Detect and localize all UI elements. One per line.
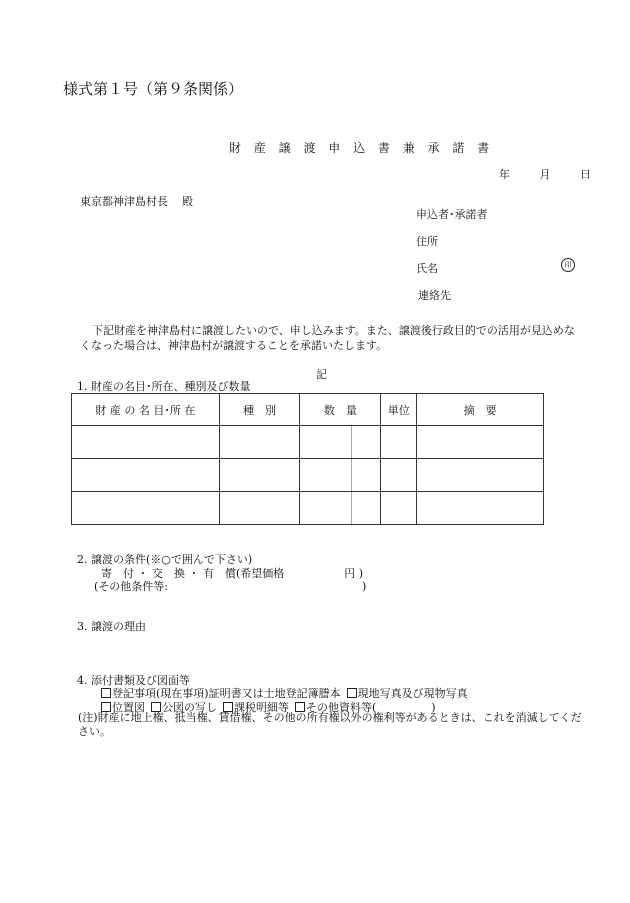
- other-conditions: [94, 578, 366, 594]
- cell-type[interactable]: [219, 426, 300, 459]
- header-property-name: 財 産 の 名 目･所 在: [72, 394, 220, 426]
- cell-property-name[interactable]: [72, 492, 220, 525]
- header-type: 種 別: [219, 394, 300, 426]
- date-year: 年: [499, 168, 510, 181]
- cell-property-name[interactable]: [72, 459, 220, 492]
- table-header-row: [72, 394, 544, 426]
- date-month: 月: [539, 168, 551, 181]
- table-row: [72, 492, 544, 525]
- header-summary: 摘 要: [417, 394, 544, 426]
- footnote: (注)財産に地上権、抵当権、賃借権、その他の所有権以外の権利等があるときは、これを消滅してください。: [78, 711, 582, 738]
- attachment-label: その他資料等( ): [306, 701, 436, 714]
- cell-quantity[interactable]: [300, 426, 381, 459]
- form-number: 様式第１号（第９条関係）: [63, 80, 244, 98]
- header-unit: 単位: [381, 394, 417, 426]
- yen-label: 円 ): [344, 567, 364, 580]
- section3-heading: 3. 譲渡の理由: [77, 620, 146, 633]
- address-label: 住所: [416, 235, 438, 248]
- cell-quantity[interactable]: [300, 459, 381, 492]
- cell-quantity[interactable]: [300, 492, 381, 525]
- addressee-name: 東京都神津島村長: [80, 195, 168, 208]
- date-day: 日: [580, 168, 591, 181]
- section2-heading: 2. 譲渡の条件(※○で囲んで下さい): [77, 553, 253, 566]
- seal-mark-icon: 印: [561, 258, 575, 272]
- cell-summary[interactable]: [417, 459, 544, 492]
- ki-heading: 記: [316, 368, 327, 381]
- table-row: [72, 459, 544, 492]
- cell-summary[interactable]: [417, 426, 544, 459]
- cell-unit[interactable]: [381, 459, 417, 492]
- cell-unit[interactable]: [381, 426, 417, 459]
- section1-heading: 1. 財産の名目･所在、種別及び数量: [77, 380, 251, 393]
- applicant-role: 申込者･承諾者: [416, 208, 488, 221]
- attachment-label: 現地写真及び現物写真: [357, 687, 468, 700]
- contact-label: 連絡先: [418, 289, 451, 302]
- cell-type[interactable]: [219, 459, 300, 492]
- checkbox-icon[interactable]: [347, 688, 357, 698]
- cell-unit[interactable]: [381, 492, 417, 525]
- cell-property-name[interactable]: [72, 426, 220, 459]
- attachment-label: 課税明細等: [234, 701, 289, 714]
- cell-type[interactable]: [219, 492, 300, 525]
- attachment-label: 位置図: [112, 701, 145, 714]
- cell-summary[interactable]: [417, 492, 544, 525]
- other-conditions-close: ): [362, 580, 367, 593]
- other-conditions-label: (その他条件等:: [94, 580, 168, 593]
- form-title: 財 産 譲 渡 申 込 書 兼 承 諾 書: [229, 141, 494, 155]
- property-table: [71, 393, 544, 525]
- attachment-label: 登記事項(現在事項)証明書又は土地登記簿謄本: [112, 687, 341, 700]
- header-quantity: 数 量: [300, 394, 381, 426]
- transfer-options-text: 寄 付 ・ 交 換 ・ 有 償(希望価格: [101, 567, 285, 580]
- name-label: 氏名: [416, 262, 438, 275]
- checkbox-icon[interactable]: [101, 688, 111, 698]
- addressee: [80, 193, 193, 209]
- section4-heading: 4. 添付書類及び図面等: [77, 674, 190, 687]
- date-line: [499, 166, 591, 182]
- addressee-honorific: 殿: [182, 195, 193, 208]
- attachment-label: 公図の写し: [162, 701, 217, 714]
- intro-paragraph: 下記財産を神津島村に譲渡したいので、申し込みます。また、譲渡後行政目的での活用が見込めなくなった場合は、神津島村が譲渡することを承諾いたします。: [80, 324, 575, 352]
- table-row: [72, 426, 544, 459]
